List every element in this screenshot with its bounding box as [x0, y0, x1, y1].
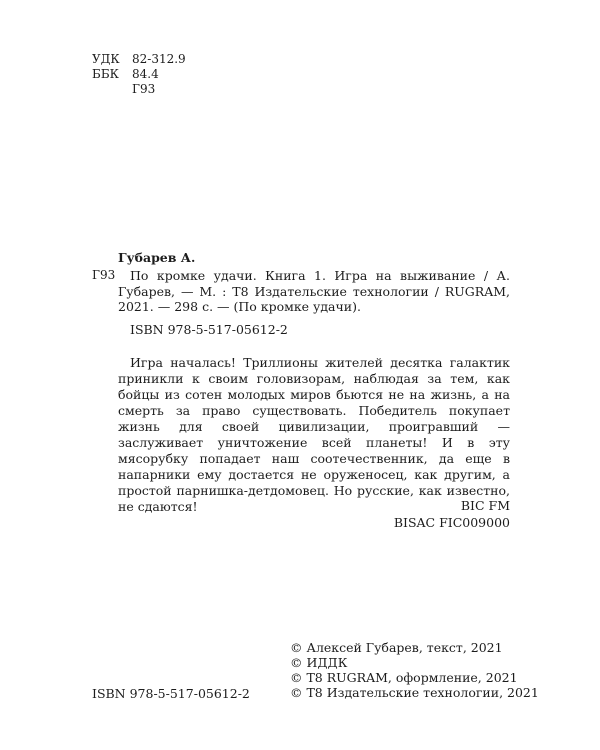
udk-value: 82-312.9 — [132, 52, 186, 66]
bibliographic-description: По кромке удачи. Книга 1. Игра на выживание / А. Губарев, — М. : Т8 Издательские технологии / RUGRAM, 2021. — 298 с. — (По кромке удачи). — [118, 268, 510, 314]
catalog-code: Г93 — [92, 268, 116, 282]
bic-code: BIC FM — [460, 498, 510, 513]
author-code-row — [92, 82, 186, 97]
copyright-line: © Т8 Издательские технологии, 2021 — [290, 685, 539, 700]
udk-row — [92, 52, 186, 67]
footer-isbn: ISBN 978-5-517-05612-2 — [92, 686, 250, 701]
copyright-line: © T8 RUGRAM, оформление, 2021 — [290, 670, 518, 685]
bisac-code: BISAC FIC009000 — [393, 515, 510, 530]
author-code: Г93 — [132, 82, 156, 96]
bbk-row — [92, 67, 186, 82]
copyright-line: © ИДДК — [290, 655, 348, 670]
classification-block — [92, 52, 186, 97]
udk-label: УДК — [92, 52, 120, 66]
subject-codes — [394, 497, 510, 531]
bbk-value: 84.4 — [132, 67, 159, 81]
annotation: Игра началась! Триллионы жителей десятка галактик приникли к своим головизорам, наблюдая за тем, как бойцы из сотен молодых миров бьются не на жизнь, а на смерть за право существовать. Победитель покупает жизнь для своей цивилизации, проигравший — заслуживает уничтожение всей планеты! И в эту мясорубку попадает наш соотечественник, да еще в напарники ему достается не оруженосец, как другим, а простой парнишка-детдомовец. Но русские, как известно, не сдаются! — [118, 355, 510, 514]
copyright-block — [290, 640, 539, 700]
copyright-line: © Алексей Губарев, текст, 2021 — [290, 640, 503, 655]
catalog-author: Губарев А. — [118, 250, 196, 265]
bbk-label: ББК — [92, 67, 119, 81]
catalog-isbn: ISBN 978-5-517-05612-2 — [130, 322, 288, 337]
